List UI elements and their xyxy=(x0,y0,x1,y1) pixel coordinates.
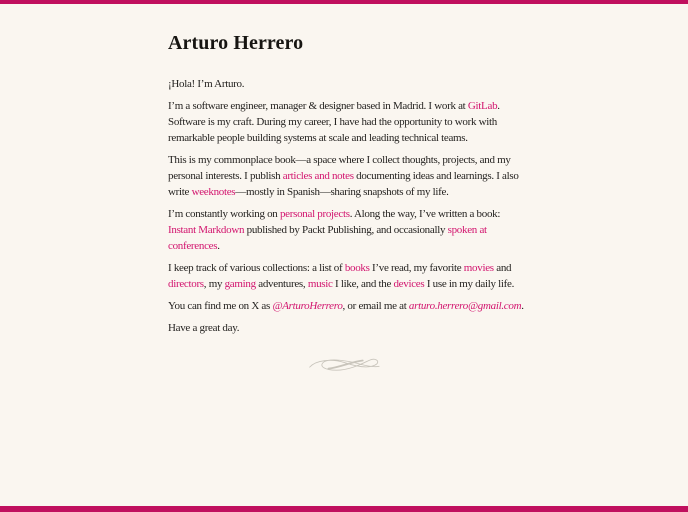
paragraph-farewell: Have a great day. xyxy=(168,322,240,334)
link-instant-markdown[interactable]: Instant Markdown xyxy=(168,224,245,236)
link-gaming[interactable]: gaming xyxy=(224,278,256,290)
link-music[interactable]: music xyxy=(307,278,333,290)
page-title: Arturo Herrero xyxy=(168,32,304,54)
link-x-profile[interactable]: @ArturoHerrero xyxy=(272,300,343,312)
paragraph-commonplace: This is my commonplace book—a space where I collect thoughts, projects, and my personal interests. I publish articles and notes documenting ideas and learnings. I also write weeknotes—mostly in Spanish—sharing snapshots of my life. xyxy=(168,154,519,198)
main-content xyxy=(168,4,524,506)
link-email[interactable]: arturo.herrero@gmail.com xyxy=(408,300,522,312)
link-spoken-at-conferences[interactable]: spoken at conferences xyxy=(168,224,487,252)
link-directors[interactable]: directors xyxy=(168,278,204,290)
paragraph-bio: I’m a software engineer, manager & designer based in Madrid. I work at GitLab. Software is my craft. During my career, I have had the opportunity to work with remarkable people building systems at scale and leading technical teams. xyxy=(168,100,500,144)
link-personal-projects[interactable]: personal projects xyxy=(279,208,350,220)
flourish-ornament xyxy=(168,350,520,383)
paragraph-collections: I keep track of various collections: a list of books I’ve read, my favorite movies and directors, my gaming adventures, music I like, and the devices I use in my daily life. xyxy=(168,262,515,290)
link-weeknotes[interactable]: weeknotes xyxy=(191,186,236,198)
link-movies[interactable]: movies xyxy=(463,262,494,274)
paragraph-projects: I’m constantly working on personal projects. Along the way, I’ve written a book: Instant Markdown published by Packt Publishing, and occasionally spoken at conferences. xyxy=(168,208,501,252)
paragraph-greeting: ¡Hola! I’m Arturo. xyxy=(168,78,245,90)
flourish-icon xyxy=(305,350,383,378)
bottom-accent-bar xyxy=(0,506,688,512)
intro-paragraphs xyxy=(168,76,524,336)
link-books[interactable]: books xyxy=(344,262,370,274)
link-devices[interactable]: devices xyxy=(393,278,425,290)
link-gitlab[interactable]: GitLab xyxy=(467,100,498,112)
paragraph-contact: You can find me on X as @ArturoHerrero, or email me at arturo.herrero@gmail.com. xyxy=(168,300,524,312)
link-articles-and-notes[interactable]: articles and notes xyxy=(282,170,354,182)
